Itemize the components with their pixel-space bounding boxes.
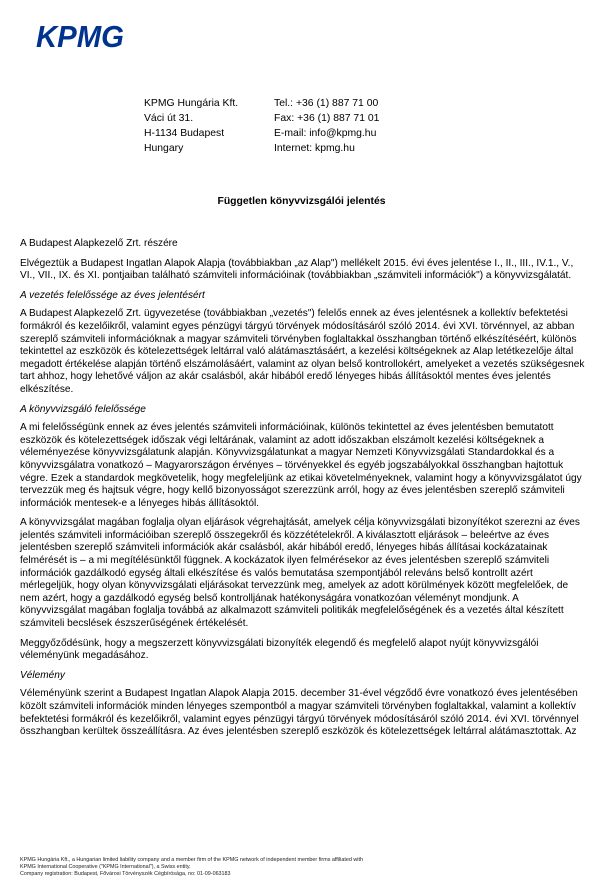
addressee: A Budapest Alapkezelő Zrt. részére: [20, 238, 178, 249]
city: H-1134 Budapest: [144, 128, 225, 139]
opinion-heading: Vélemény: [20, 669, 65, 681]
auditor-paragraph-1: A mi felelősségünk ennek az éves jelentés számviteli információinak, különös tekintettel az éves jelentésben bemutatott eszközök és kötelezettségek időszak végi leltárának, valamint az adott időszakban elszámolt kezelési költségeknek a véleményezése könyvvizsgálatunk alapján. Könyvvizsgálatunkat a magyar Nemzeti Könyvvizsgálati Standardokkal és a könyvvizsgálatra vonatkozó – Magyarországon érvényes – törvényekkel és egyéb jogszabályokkal összhangban hajtottuk végre. Ezek a standardok megkövetelik, hogy megfeleljünk az etikai követelményeknek, valamint hogy a könyvvizsgálatot úgy tervezzük meg és hajtsuk végre, hogy kellő bizonyosságot szerezzünk arról, hogy az éves jelentésben szereplő számviteli információk mentesek-e a lényeges hibás állításoktól.: [20, 422, 582, 509]
opinion-paragraph: Véleményünk szerint a Budapest Ingatlan Alapok Alapja 2015. december 31-ével végződő évre vonatkozó éves jelentésében közölt számviteli információk minden lényeges szempontból a magyar számviteli törvényben foglaltakkal, valamint a kollektív befektetési formákról és kezelőikről, valamint egyes pénzügyi tárgyú törvények módosításáról szóló 2014. évi XVI. törvénnyel összhangban kerültek összeállításra. Az éves jelentésben szereplő eszközök és kötelezettségek leltárral alátámasztottak. Az: [20, 688, 579, 738]
kpmg-logo: [36, 20, 126, 52]
phone: Tel.: +36 (1) 887 71 00: [274, 98, 379, 109]
company-name: KPMG Hungária Kft.: [144, 98, 239, 109]
footer-line-2: KPMG International Cooperative ("KPMG International"), a Swiss entity.: [20, 864, 191, 870]
kpmg-logo-text: KPMG: [36, 20, 124, 52]
management-paragraph: A Budapest Alapkezelő Zrt. ügyvezetése (továbbiakban „vezetés") felelős ennek az éves jelentésnek a kollektív befektetési formákról és kezelőikről, valamint egyes pénzügyi tárgyú törvények módosításáról szóló 2014. évi XVI. törvénnyel, az abban szereplő számviteli információknak a magyar számviteli törvényben foglaltakkal összhangban történő elkészítéséért, különös tekintettel az eszközök és kötelezettségek leltárral való alátámasztásáért, a kezelési költségeknek az Alap letétkezelője által megadott értékelése alapján történő elszámolásáért, valamint az olyan belső kontrollokért, amelyeket a vezetés szükségesnek tart ahhoz, hogy lehetővé váljon az akár csalásból, akár hibából eredő lényeges hibás állításoktól mentes éves jelentés elkészítése.: [20, 308, 585, 395]
address-block: [144, 96, 379, 156]
management-heading: A vezetés felelőssége az éves jelentésért: [20, 289, 205, 301]
country: Hungary: [144, 143, 184, 154]
footer-line-1: KPMG Hungária Kft., a Hungarian limited liability company and a member firm of the KPMG network of independent member firms affiliated with: [20, 857, 363, 863]
street: Váci út 31.: [144, 113, 194, 124]
fax: Fax: +36 (1) 887 71 01: [274, 113, 380, 124]
page-footer: [20, 857, 585, 878]
footer-line-3: Company registration: Budapest, Fővárosi Törvényszék Cégbírósága, no: 01-09-063183: [20, 871, 231, 877]
auditor-heading: A könyvvizsgáló felelőssége: [20, 403, 146, 415]
auditor-paragraph-2: A könyvvizsgálat magában foglalja olyan eljárások végrehajtását, amelyek célja könyvvizsgálati bizonyítékot szerezni az éves jelentés számviteli információiban szereplő összegekről és közzétételekről. A kiválasztott eljárások – beleértve az éves jelentésben szereplő számviteli információk akár csalásból, akár hibából eredő, lényeges hibás állításai kockázatainak felmérését is – a mi megítélésünktől függnek. A kockázatok ilyen felmérésekor az éves jelentésben szereplő számviteli információk gazdálkodó egység általi elkészítése és valós bemutatása szempontjából releváns belső kontrollt azért mérlegeljük, hogy olyan könyvvizsgálati eljárásokat tervezzünk meg, amelyek az adott körülmények között megfelelőek, de nem azért, hogy a gazdálkodó egység belső kontrolljának hatékonyságára vonatkozóan véleményt mondjunk. A könyvvizsgálat magában foglalja továbbá az alkalmazott számviteli politikák megfelelőségének és a vezetés által készített számviteli becslések észszerűségének értékelését.: [20, 517, 580, 630]
intro-paragraph: Elvégeztük a Budapest Ingatlan Alapok Alapja (továbbiakban „az Alap") mellékelt 2015. évi éves jelentése I., II., III., IV.1., V., VI., VII., IX. és XI. pontjaiban található számviteli információinak (továbbiakban „számviteli információk") a könyvvizsgálatát.: [20, 257, 574, 282]
website: Internet: kpmg.hu: [274, 143, 355, 154]
report-body: [20, 238, 585, 746]
document-title: Független könyvvizsgálói jelentés: [217, 196, 386, 207]
auditor-paragraph-3: Meggyőződésünk, hogy a megszerzett könyvvizsgálati bizonyíték elegendő és megfelelő alapot nyújt könyvvizsgálói véleményünk megadásához.: [20, 637, 539, 662]
email: E-mail: info@kpmg.hu: [274, 128, 377, 139]
